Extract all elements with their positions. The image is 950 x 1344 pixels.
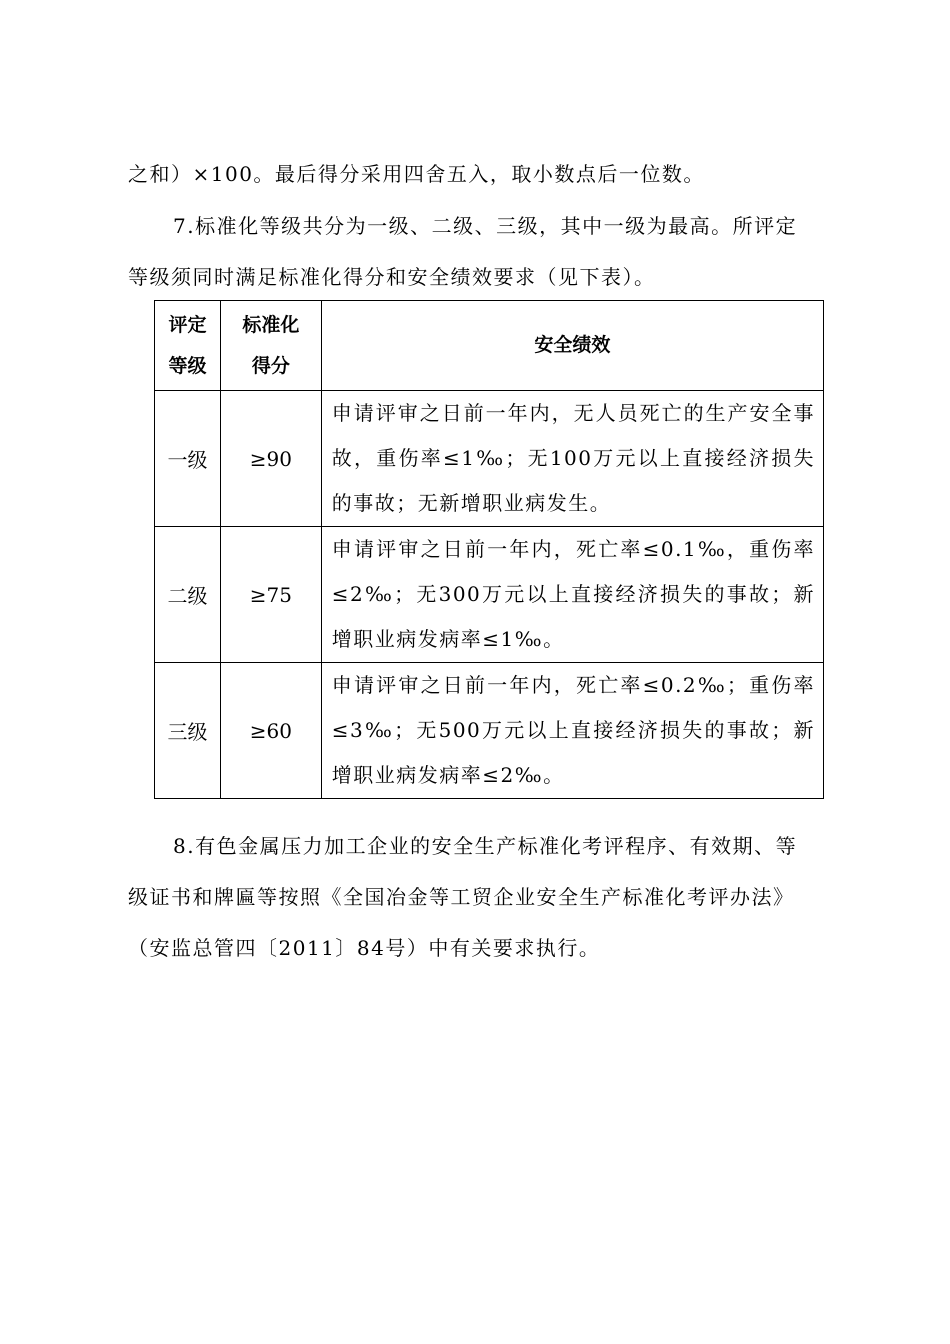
score-cell: ≥60 bbox=[220, 663, 321, 799]
paragraph-line: 7.标准化等级共分为一级、二级、三级，其中一级为最高。所评定 bbox=[173, 214, 798, 238]
grade-table bbox=[154, 300, 824, 799]
table-header-row bbox=[155, 301, 824, 391]
grade-cell: 二级 bbox=[155, 527, 221, 663]
paragraph-line: 等级须同时满足标准化得分和安全绩效要求（见下表）。 bbox=[128, 265, 656, 289]
performance-cell: 申请评审之日前一年内，死亡率≤0.1‰，重伤率≤2‰；无300万元以上直接经济损失的事故；新增职业病发病率≤1‰。 bbox=[321, 527, 823, 663]
header-score-line2: 得分 bbox=[251, 354, 290, 377]
score-cell: ≥90 bbox=[220, 391, 321, 527]
table-row bbox=[155, 527, 824, 663]
grade-cell: 一级 bbox=[155, 391, 221, 527]
paragraph-line: （安监总管四〔2011〕84号）中有关要求执行。 bbox=[128, 936, 601, 960]
header-performance: 安全绩效 bbox=[321, 301, 823, 391]
header-grade-line2: 等级 bbox=[168, 354, 207, 377]
paragraph-line: 之和）×100。最后得分采用四舍五入，取小数点后一位数。 bbox=[128, 162, 705, 186]
performance-cell: 申请评审之日前一年内，死亡率≤0.2‰；重伤率≤3‰；无500万元以上直接经济损失的事故；新增职业病发病率≤2‰。 bbox=[321, 663, 823, 799]
paragraph-line: 级证书和牌匾等按照《全国冶金等工贸企业安全生产标准化考评办法》 bbox=[128, 885, 795, 909]
score-cell: ≥75 bbox=[220, 527, 321, 663]
header-grade-line1: 评定 bbox=[168, 313, 207, 336]
paragraph-line: 8.有色金属压力加工企业的安全生产标准化考评程序、有效期、等 bbox=[173, 834, 798, 858]
table-row bbox=[155, 663, 824, 799]
performance-cell: 申请评审之日前一年内，无人员死亡的生产安全事故，重伤率≤1‰；无100万元以上直接经济损失的事故；无新增职业病发生。 bbox=[321, 391, 823, 527]
table-row bbox=[155, 391, 824, 527]
header-grade bbox=[155, 301, 221, 391]
header-score bbox=[220, 301, 321, 391]
grade-cell: 三级 bbox=[155, 663, 221, 799]
header-score-line1: 标准化 bbox=[242, 313, 300, 336]
